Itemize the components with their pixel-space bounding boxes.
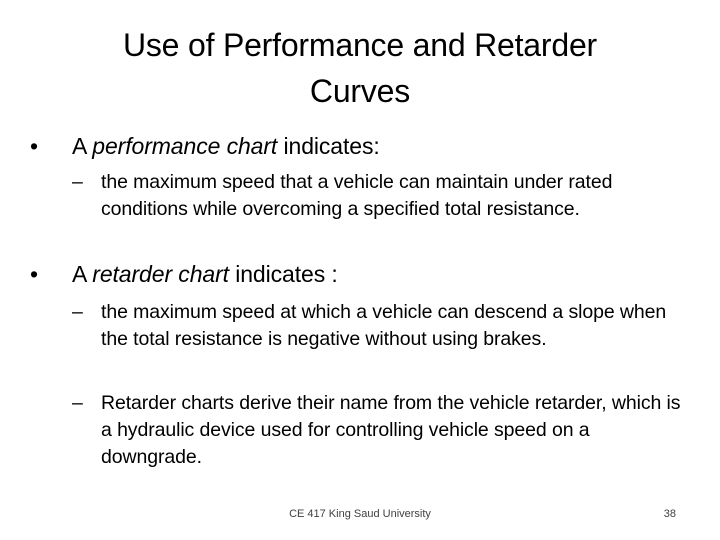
- bullet-lead: A: [72, 261, 93, 287]
- sub-text: Retarder charts derive their name from the vehicle retarder, which is a hydraulic device used for controlling vehicle speed on a downgrade.: [101, 392, 681, 468]
- slide-title-line-2: Curves: [309, 73, 411, 109]
- bullet-tail: indicates :: [228, 261, 338, 287]
- subitem-performance-definition: [72, 169, 682, 223]
- slide-title-line-1: Use of Performance and Retarder: [122, 27, 598, 63]
- bullet-text: [72, 131, 690, 161]
- bullet-lead: A: [72, 133, 93, 159]
- bullet-text: [72, 259, 690, 289]
- bullet-emphasis: retarder chart: [92, 261, 229, 287]
- bullet-marker: •: [30, 261, 38, 287]
- sub-text: the maximum speed at which a vehicle can descend a slope when the total resistance is negative without using brakes.: [101, 301, 667, 350]
- sub-marker: –: [72, 392, 83, 414]
- bullet-tail: indicates:: [277, 133, 380, 159]
- bullet-marker: •: [30, 133, 38, 159]
- bullet-performance-chart: [30, 131, 690, 161]
- sub-marker: –: [72, 301, 83, 323]
- subitem-retarder-name-origin: [72, 390, 682, 471]
- bullet-emphasis: performance chart: [92, 133, 278, 159]
- page-number: 38: [663, 508, 676, 520]
- sub-marker: –: [72, 171, 83, 193]
- subitem-retarder-definition: [72, 299, 682, 353]
- slide-title: [60, 22, 660, 114]
- sub-text: the maximum speed that a vehicle can maintain under rated conditions while overcoming a specified total resistance.: [101, 171, 613, 220]
- footer-text: CE 417 King Saud University: [289, 508, 431, 520]
- bullet-retarder-chart: [30, 259, 690, 289]
